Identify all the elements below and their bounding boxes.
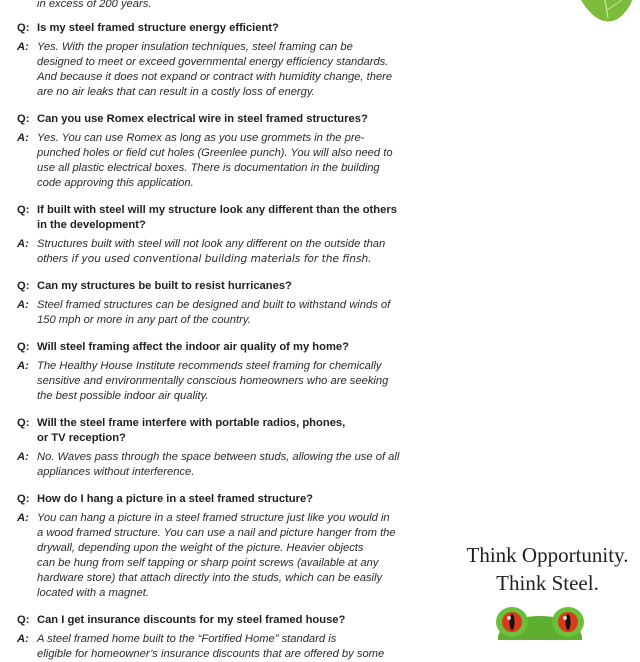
answer-text: [37, 237, 385, 252]
answer-text-segment: punched holes or field cut holes (Greenlee punch). You will also need to: [37, 147, 393, 159]
answer-text: [37, 359, 381, 374]
answer-marker: A:: [17, 512, 29, 524]
question-marker: Q:: [17, 22, 30, 34]
answer-marker: A:: [17, 238, 29, 250]
leaf-graphic: [560, 0, 640, 40]
question-text: How do I hang a picture in a steel framed structure?: [37, 493, 314, 505]
question-text: Will the steel frame interfere with portable radios, phones,: [37, 417, 346, 429]
answer-text-segment: use all plastic electrical boxes. There is documentation in the building: [37, 162, 380, 174]
answer-text-segment: appliances without interference.: [37, 466, 195, 478]
answer-text-segment: sensitive and environmentally conscious homeowners who are seeking: [37, 375, 389, 387]
question-marker: Q:: [17, 341, 30, 353]
question-marker: Q:: [17, 113, 30, 125]
answer-text-segment: a wood framed structure. You can use a nail and picture hanger from the: [37, 527, 396, 539]
frog-graphic: [480, 598, 600, 640]
answer-text-segment: hardware store) that attach directly into the studs, which can be easily: [37, 572, 383, 584]
answer-text: [37, 176, 194, 191]
answer-text-segment: Yes. With the proper insulation techniques, steel framing can be: [37, 41, 353, 53]
answer-text-segment: You can hang a picture in a steel framed structure just like you would in: [37, 512, 390, 524]
answer-text: [37, 556, 378, 571]
slogan-line-1: Think Opportunity.: [466, 543, 629, 567]
answer-text-segment: the best possible indoor air quality.: [37, 390, 209, 402]
answer-text: [37, 252, 372, 267]
answer-text: [37, 55, 388, 70]
answer-text-segment: Yes. You can use Romex as long as you use grommets in the pre-: [37, 132, 365, 144]
answer-text-segment: 150 mph or more in any part of the country.: [37, 314, 251, 326]
question-text: Will steel framing affect the indoor air quality of my home?: [37, 341, 349, 353]
question-marker: Q:: [17, 280, 30, 292]
answer-text-segment: can be hung from self tapping or sharp point screws (available at any: [37, 557, 379, 569]
answer-text: [37, 450, 399, 465]
answer-text: [37, 85, 315, 100]
question-text: If built with steel will my structure look any different than the others: [37, 204, 397, 216]
answer-text: [37, 70, 392, 85]
question-text: Can my structures be built to resist hurricanes?: [37, 280, 292, 292]
answer-text-segment: code approving this application.: [37, 177, 194, 189]
question-text: Is my steel framed structure energy efficient?: [37, 22, 279, 34]
answer-text: [37, 526, 396, 541]
answer-marker: A:: [17, 360, 29, 372]
answer-text-segment: eligible for homeowner’s insurance discounts that are offered by some: [37, 648, 385, 660]
answer-marker: A:: [17, 633, 29, 645]
answer-text: [37, 313, 251, 328]
question-text: Can you use Romex electrical wire in steel framed structures?: [37, 113, 368, 125]
question-text: or TV reception?: [37, 432, 126, 444]
answer-text: [37, 389, 208, 404]
answer-text-segment: are no air leaks that can result in a costly loss of energy.: [37, 86, 315, 98]
intro-tail-text: in excess of 200 years.: [37, 0, 152, 10]
question-text: in the development?: [37, 219, 146, 231]
answer-text: [37, 541, 364, 556]
answer-text: [37, 511, 390, 526]
question-marker: Q:: [17, 204, 30, 216]
answer-text: [37, 298, 390, 313]
answer-text: [37, 571, 382, 586]
answer-text-segment: designed to meet or exceed governmental energy efficiency standards.: [37, 56, 389, 68]
slogan-line-2: Think Steel.: [496, 571, 599, 595]
answer-text: [37, 146, 393, 161]
answer-text: [37, 586, 149, 601]
question-marker: Q:: [17, 417, 30, 429]
answer-text-segment: And because it does not expand or contract with humidity change, there: [37, 71, 393, 83]
answer-text: [37, 374, 388, 389]
question-marker: Q:: [17, 614, 30, 626]
answer-text-segment: located with a magnet.: [37, 587, 149, 599]
answer-text: [37, 647, 384, 662]
question-text: Can I get insurance discounts for my steel framed house?: [37, 614, 346, 626]
answer-text-segment: No. Waves pass through the space between studs, allowing the use of all: [37, 451, 400, 463]
answer-text-segment: others: [37, 253, 69, 265]
answer-text-segment: Steel framed structures can be designed and built to withstand winds of: [37, 299, 391, 311]
answer-text: [37, 161, 380, 176]
answer-marker: A:: [17, 299, 29, 311]
answer-text: [37, 131, 365, 146]
answer-marker: A:: [17, 41, 29, 53]
answer-text-tail: if you used conventional building materials for the finsh.: [68, 253, 372, 265]
question-marker: Q:: [17, 493, 30, 505]
answer-marker: A:: [17, 132, 29, 144]
answer-text: [37, 465, 194, 480]
answer-text-segment: drywall, depending upon the weight of the picture. Heavier objects: [37, 542, 364, 554]
answer-text-segment: A steel framed home built to the “Fortified Home” standard is: [37, 633, 337, 645]
answer-text-segment: Structures built with steel will not look any different on the outside than: [37, 238, 386, 250]
answer-marker: A:: [17, 451, 29, 463]
answer-text: [37, 40, 353, 55]
answer-text-segment: The Healthy House Institute recommends steel framing for chemically: [37, 360, 382, 372]
